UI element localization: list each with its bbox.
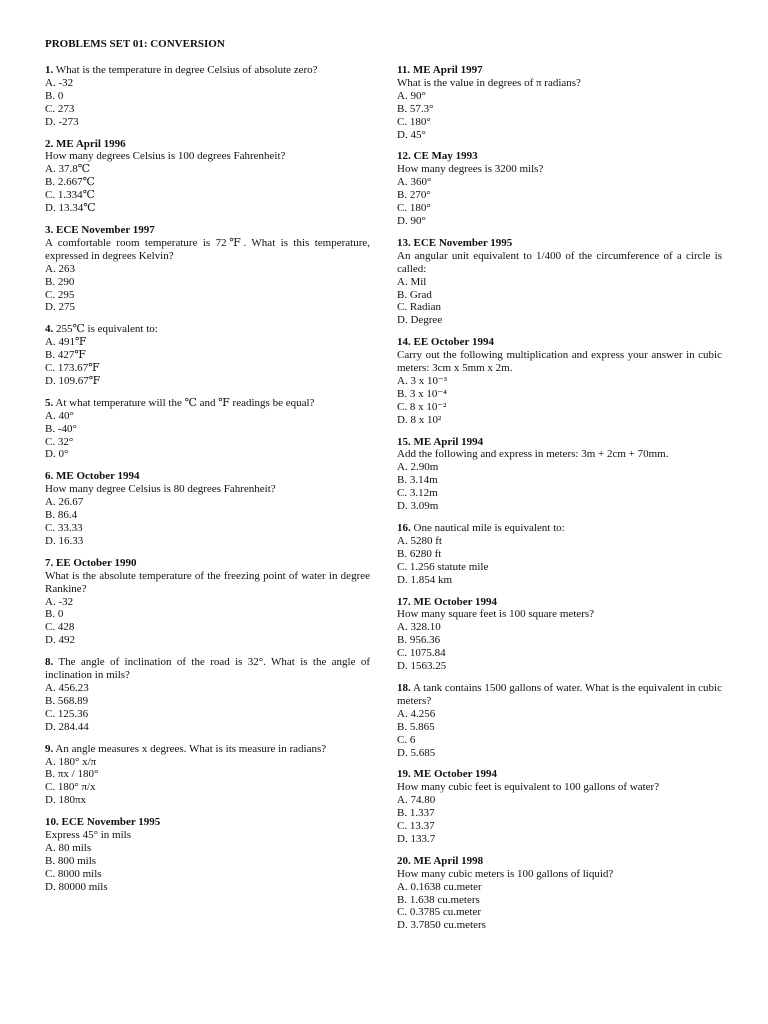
question-source: ECE November 1995 [58,816,161,829]
answer-option[interactable]: D. 492 [45,634,75,647]
answer-option[interactable]: C. 1075.84 [397,647,446,660]
question-number: 19. [397,768,411,781]
question-prompt: How many degree Celsius is 80 degrees Fahrenheit? [45,483,276,496]
question-prompt: How many square feet is 100 square meters? [397,608,595,621]
question-source: ME April 1997 [410,64,483,76]
answer-option[interactable]: C. 125.36 [45,707,89,720]
question-prompt: An angle measures x degrees. What is its measure in radians? [53,742,327,755]
question-block [45,557,370,647]
answer-option[interactable]: D. 8 x 10² [397,413,442,426]
question-block [45,224,370,314]
question-number: 20. [397,854,411,867]
answer-option[interactable]: B. πx / 180° [45,768,99,781]
question-block [397,436,722,513]
answer-option[interactable]: A. -32 [45,76,74,89]
answer-option[interactable]: D. 109.67℉ [45,374,101,387]
answer-option[interactable]: A. 40° [45,409,74,422]
answer-option[interactable]: A. 0.1638 cu.meter [397,880,482,893]
question-number: 13. [397,236,411,249]
question-source: EE October 1994 [410,336,494,349]
question-header [45,816,370,829]
question-source: ME October 1994 [53,470,140,483]
answer-option[interactable]: B. 86.4 [45,509,78,522]
answer-option[interactable]: C. 295 [45,288,75,301]
question-prompt: A tank contains 1500 gallons of water. What is the equivalent in cubic meters? [397,681,722,707]
question-text [45,743,370,756]
answer-option[interactable]: A. -32 [45,595,74,608]
question-prompt: How many cubic meters is 100 gallons of liquid? [397,867,614,880]
answer-option[interactable]: D. 133.7 [397,832,436,845]
answer-option[interactable]: C. 273 [45,102,75,115]
question-prompt: How many degrees Celsius is 100 degrees Fahrenheit? [45,150,286,163]
question-source: ME April 1994 [410,435,484,448]
answer-option[interactable]: B. 0 [45,89,64,102]
answer-option[interactable]: C. 3.12m [397,487,438,500]
answer-option[interactable]: A. 74.80 [397,794,436,807]
answer-option[interactable]: D. 90° [397,214,426,227]
answer-option[interactable]: A. 456.23 [45,681,89,694]
question-block [45,64,370,129]
question-block [45,816,370,893]
answer-option[interactable]: A. 3 x 10⁻³ [397,374,448,387]
answer-option[interactable]: A. 26.67 [45,496,84,509]
answer-option[interactable]: D. 284.44 [45,720,89,733]
question-number: 6. [45,470,54,483]
answer-option[interactable]: C. 13.37 [397,820,435,833]
answer-option[interactable]: B. 270° [397,189,431,202]
question-header [397,436,722,449]
question-block [45,138,370,215]
question-prompt: An angular unit equivalent to 1/400 of the circumference of a circle is called: [397,249,722,275]
question-prompt: Add the following and express in meters: 3m + 2cm + 70mm. [397,448,669,461]
answer-option[interactable]: A. 180° x/π [45,755,97,768]
question-prompt: What is the value in degrees of π radians? [397,76,581,89]
question-text [45,64,370,77]
question-source: ECE November 1995 [410,236,513,249]
question-block [397,768,722,845]
question-block [45,743,370,808]
question-block [397,522,722,587]
answer-option[interactable]: D. 5.685 [397,746,436,759]
question-block [397,150,722,227]
question-prompt: 255℃ is equivalent to: [53,323,158,336]
question-prompt: A comfortable room temperature is 72℉. What is this temperature, expressed in degrees Kelvin? [45,236,370,262]
question-source: EE October 1990 [53,556,137,569]
question-source: CE May 1993 [410,150,478,163]
right-column [397,64,722,941]
answer-option[interactable]: D. 45° [397,128,426,141]
answer-option[interactable]: D. 180πx [45,794,86,807]
answer-option[interactable]: C. 428 [45,621,75,634]
question-number: 7. [45,556,54,569]
question-header [397,855,722,868]
question-header [397,64,722,77]
answer-option[interactable]: C. 180° [397,202,431,215]
question-header [45,557,370,570]
answer-option[interactable]: B. 0 [45,608,64,621]
answer-option[interactable]: B. 1.638 cu.meters [397,893,480,906]
question-prompt: How many degrees is 3200 mils? [397,163,544,176]
answer-option[interactable]: B. 956.36 [397,634,441,647]
answer-option[interactable]: A. 360° [397,176,432,189]
answer-option[interactable]: A. 37.8℃ [45,163,90,176]
answer-option[interactable]: A. 5280 ft [397,534,442,547]
answer-option[interactable]: D. Degree [397,314,443,327]
answer-option[interactable]: C. 180° π/x [45,781,96,794]
question-block [45,656,370,733]
page-title: PROBLEMS SET 01: CONVERSION [45,38,225,50]
left-column [45,64,370,903]
question-number: 18. [397,681,411,694]
question-header [397,768,722,781]
answer-option[interactable]: B. 3 x 10⁻⁴ [397,387,447,400]
question-prompt: What is the temperature in degree Celsius of absolute zero? [53,64,318,76]
question-source: ME October 1994 [410,595,498,608]
answer-option[interactable]: C. 33.33 [45,522,83,534]
answer-option[interactable]: D. 80000 mils [45,880,108,893]
question-number: 17. [397,595,411,608]
answer-option[interactable]: C. 32° [45,435,74,448]
answer-option[interactable]: C. 8000 mils [45,867,102,880]
answer-option[interactable]: D. 3.7850 cu.meters [397,919,486,932]
question-number: 16. [397,522,411,534]
answer-option[interactable]: B. 57.3° [397,102,434,115]
question-block [397,237,722,327]
question-block [397,64,722,141]
question-number: 1. [45,64,54,76]
question-block [397,336,722,426]
question-number: 8. [45,656,54,669]
answer-option[interactable]: A. 4.256 [397,707,436,720]
question-number: 15. [397,435,411,448]
answer-option[interactable]: C. 1.334℃ [45,189,95,202]
question-header [397,237,722,250]
answer-option[interactable]: A. 491℉ [45,336,87,349]
question-prompt: What is the absolute temperature of the freezing point of water in degree Rankine? [45,569,370,595]
answer-option[interactable]: C. 0.3785 cu.meter [397,906,482,919]
answer-option[interactable]: C. 180° [397,115,431,128]
question-header [397,150,722,163]
question-block [45,470,370,547]
question-number: 2. [45,137,54,150]
question-source: ME October 1994 [410,768,498,781]
question-block [45,397,370,462]
answer-option[interactable]: C. 6 [397,733,416,746]
question-number: 5. [45,396,54,409]
answer-option[interactable]: B. 6280 ft [397,547,442,560]
answer-option[interactable]: D. 1.854 km [397,573,452,586]
answer-option[interactable]: B. 290 [45,275,75,288]
question-header [397,336,722,349]
answer-option[interactable]: C. 1.256 statute mile [397,560,489,573]
question-block [397,596,722,673]
question-number: 3. [45,223,54,236]
question-source: ME April 1996 [53,137,126,150]
answer-option[interactable]: B. 5.865 [397,720,435,733]
answer-option[interactable]: A. 90° [397,89,426,102]
question-block [397,682,722,759]
answer-option[interactable]: B. 800 mils [45,854,97,867]
question-number: 12. [397,150,411,163]
answer-option[interactable]: A. Mil [397,275,427,288]
question-header [45,224,370,237]
answer-option[interactable]: D. 0° [45,448,69,461]
answer-option[interactable]: D. 275 [45,301,75,314]
question-number: 11. [397,64,411,76]
question-number: 14. [397,336,411,349]
answer-option[interactable]: B. 427℉ [45,349,86,362]
answer-option[interactable]: B. -40° [45,422,77,435]
question-source: ME April 1998 [410,854,484,867]
answer-option[interactable]: C. 173.67℉ [45,362,100,375]
question-prompt: Carry out the following multiplication and express your answer in cubic meters: 3cm x 5mm x 2m. [397,349,722,375]
question-text [45,397,370,410]
answer-option[interactable]: A. 80 mils [45,841,92,854]
answer-option[interactable]: B. 2.667℃ [45,176,95,189]
answer-option[interactable]: D. -273 [45,115,79,128]
question-header [45,138,370,151]
answer-option[interactable]: A. 263 [45,262,75,275]
answer-option[interactable]: C. 8 x 10⁻² [397,400,447,413]
answer-option[interactable]: D. 16.33 [45,534,84,547]
question-number: 4. [45,323,54,336]
question-block [45,323,370,388]
question-prompt: One nautical mile is equivalent to: [410,522,565,534]
answer-option[interactable]: B. 3.14m [397,474,438,487]
question-header [397,596,722,609]
answer-option[interactable]: B. 1.337 [397,807,435,820]
question-block [397,855,722,932]
question-text [397,682,722,708]
answer-option[interactable]: D. 13.34℃ [45,202,96,215]
answer-option[interactable]: B. 568.89 [45,694,89,707]
question-prompt: How many cubic feet is equivalent to 100 gallons of water? [397,781,660,794]
question-number: 10. [45,816,59,829]
answer-option[interactable]: D. 3.09m [397,500,439,513]
answer-option[interactable]: A. 2.90m [397,461,439,474]
question-source: ECE November 1997 [53,223,155,236]
question-prompt: Express 45° in mils [45,829,131,842]
question-header [45,470,370,483]
question-prompt: The angle of inclination of the road is 32°. What is the angle of inclination in mils? [45,656,370,682]
question-number: 9. [45,742,54,755]
answer-option[interactable]: C. Radian [397,301,441,314]
question-text [397,522,722,535]
answer-option[interactable]: D. 1563.25 [397,660,447,673]
answer-option[interactable]: B. Grad [397,288,432,301]
answer-option[interactable]: A. 328.10 [397,621,441,634]
question-text [45,656,370,682]
question-text [45,323,370,336]
question-prompt: At what temperature will the ℃ and ℉ readings be equal? [53,396,315,409]
